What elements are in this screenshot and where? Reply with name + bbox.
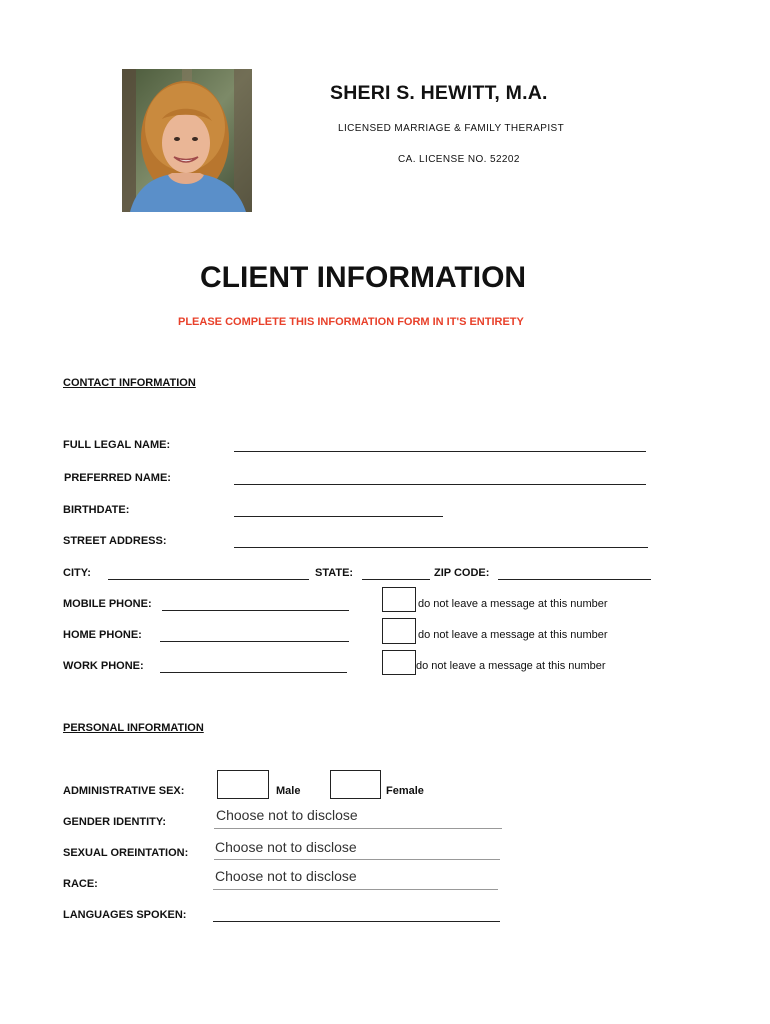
state-label: STATE: — [315, 567, 354, 579]
zip-label: ZIP CODE: — [434, 567, 490, 579]
home-no-message-note: do not leave a message at this number — [418, 629, 608, 641]
birthdate-field[interactable] — [234, 516, 443, 517]
female-checkbox[interactable] — [330, 770, 381, 799]
race-field[interactable] — [213, 889, 498, 890]
preferred-name-label: PREFERRED NAME: — [64, 472, 171, 484]
sexual-orientation-field[interactable] — [214, 859, 500, 860]
mobile-no-message-note: do not leave a message at this number — [418, 598, 608, 610]
work-phone-field[interactable] — [160, 672, 347, 673]
therapist-credential: LICENSED MARRIAGE & FAMILY THERAPIST — [338, 123, 565, 134]
birthdate-label: BIRTHDATE: — [63, 504, 130, 516]
race-value[interactable]: Choose not to disclose — [215, 868, 357, 884]
administrative-sex-label: ADMINISTRATIVE SEX: — [63, 785, 185, 797]
gender-identity-label: GENDER IDENTITY: — [63, 816, 167, 828]
preferred-name-field[interactable] — [234, 484, 646, 485]
mobile-phone-label: MOBILE PHONE: — [63, 598, 152, 610]
zip-field[interactable] — [498, 579, 651, 580]
sexual-orientation-label: SEXUAL OREINTATION: — [63, 847, 189, 859]
full-legal-name-field[interactable] — [234, 451, 646, 452]
work-no-message-note: do not leave a message at this number — [416, 660, 606, 672]
languages-spoken-label: LANGUAGES SPOKEN: — [63, 909, 187, 921]
female-option-label: Female — [386, 785, 424, 797]
full-legal-name-label: FULL LEGAL NAME: — [63, 439, 171, 451]
street-address-label: STREET ADDRESS: — [63, 535, 167, 547]
mobile-no-message-checkbox[interactable] — [382, 587, 416, 612]
work-phone-label: WORK PHONE: — [63, 660, 144, 672]
male-checkbox[interactable] — [217, 770, 269, 799]
license-number: CA. LICENSE NO. 52202 — [398, 154, 520, 165]
form-notice: PLEASE COMPLETE THIS INFORMATION FORM IN IT'S ENTIRETY — [178, 316, 524, 328]
home-phone-field[interactable] — [160, 641, 349, 642]
race-label: RACE: — [63, 878, 98, 890]
gender-identity-value[interactable]: Choose not to disclose — [216, 807, 358, 823]
home-phone-label: HOME PHONE: — [63, 629, 142, 641]
street-address-field[interactable] — [234, 547, 648, 548]
contact-section-heading: CONTACT INFORMATION — [63, 377, 196, 389]
therapist-name: SHERI S. HEWITT, M.A. — [330, 82, 548, 104]
male-option-label: Male — [276, 785, 301, 797]
city-label: CITY: — [63, 567, 91, 579]
sexual-orientation-value[interactable]: Choose not to disclose — [215, 839, 357, 855]
home-no-message-checkbox[interactable] — [382, 618, 416, 644]
city-field[interactable] — [108, 579, 309, 580]
state-field[interactable] — [362, 579, 430, 580]
mobile-phone-field[interactable] — [162, 610, 349, 611]
personal-section-heading: PERSONAL INFORMATION — [63, 722, 204, 734]
languages-spoken-field[interactable] — [213, 921, 500, 922]
work-no-message-checkbox[interactable] — [382, 650, 416, 675]
form-title: CLIENT INFORMATION — [200, 261, 527, 294]
gender-identity-field[interactable] — [214, 828, 502, 829]
therapist-photo — [122, 69, 252, 212]
